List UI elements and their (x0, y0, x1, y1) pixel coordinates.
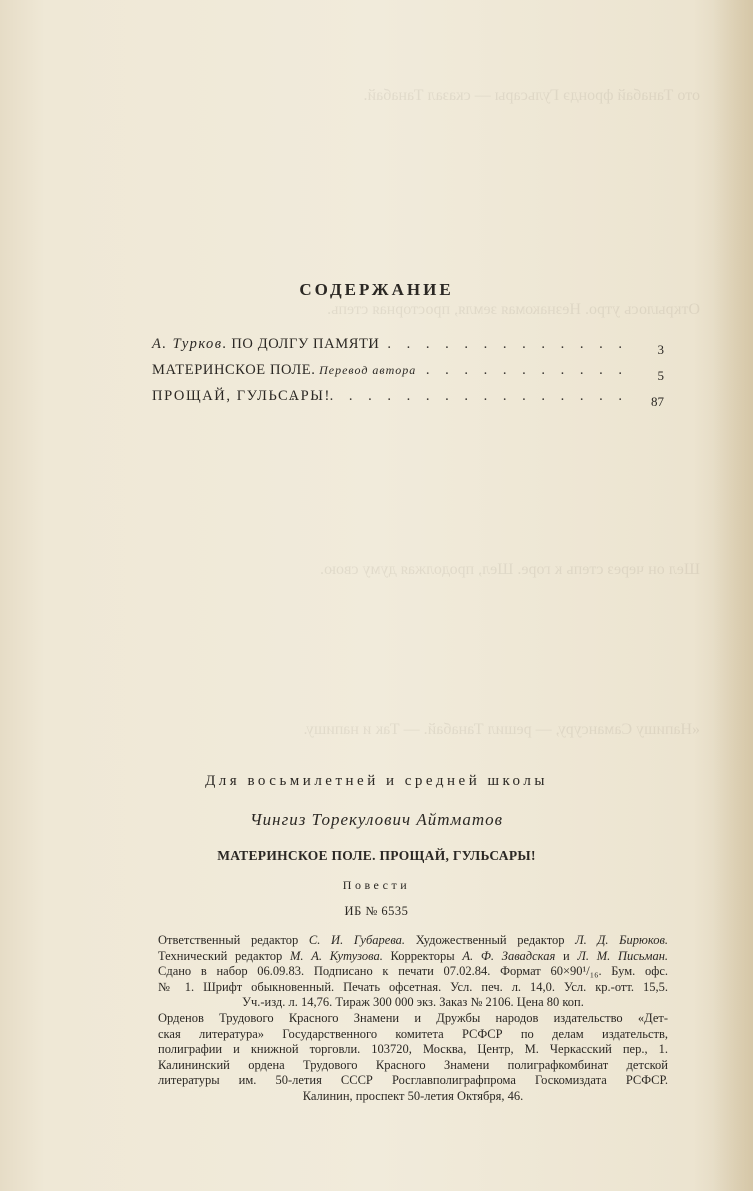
toc-title: ПРОЩАЙ, ГУЛЬСАРЫ! (152, 388, 331, 404)
toc-note: Перевод автора (319, 363, 417, 377)
audience-line: Для восьмилетней и средней школы (205, 773, 548, 789)
author-name: Чингиз Торекулович Айтматов (249, 810, 504, 829)
imprint-line: полиграфии и книжной торговли. 103720, Москва, Центр, М. Черкасский пер., 1. (158, 1042, 668, 1057)
toc-entry (152, 334, 664, 357)
book-title: МАТЕРИНСКОЕ ПОЛЕ. ПРОЩАЙ, ГУЛЬСАРЫ! (217, 848, 536, 863)
imprint-line: ская литература» Государственного комитета РСФСР по делам издательств, (158, 1026, 668, 1041)
bleed-through-text: Открылось утро. Незнакомая земля, просторная степь. (327, 301, 700, 318)
imprint-line-editors: Ответственный редактор С. И. Губарева. Художественный редактор Л. Д. Бирюков. (158, 933, 669, 947)
art-editor-name: Л. Д. Бирюков. (575, 933, 669, 947)
toc-title: ПО ДОЛГУ ПАМЯТИ (231, 336, 380, 352)
genre-label: Повести (342, 878, 411, 892)
imprint-line: Орденов Трудового Красного Знамени и Дружбы народов издательство «Дет- (158, 1010, 668, 1025)
toc-leader: . . . . . . . . . . . . . . (368, 336, 628, 352)
bleed-through-text: «Напишу Самансуру, — решил Танабай. — Так и напишу. (303, 721, 700, 738)
toc-page-number: 5 (657, 368, 664, 383)
toc-title: МАТЕРИНСКОЕ ПОЛЕ. (152, 362, 316, 378)
toc-author: А. Турков. (152, 336, 228, 352)
tech-editor-name: М. А. Кутузова. (290, 948, 383, 963)
imprint-line: Калининский ордена Трудового Красного Знамени полиграфкомбинат детской (158, 1057, 668, 1072)
contents-heading: СОДЕРЖАНИЕ (299, 280, 454, 299)
editor-name: С. И. Губарева. (308, 933, 406, 947)
toc-leader: . . . . . . . . . . . . . . . . . . (291, 388, 628, 404)
toc-entry (152, 386, 664, 409)
proofreader-name: Л. М. Письман. (577, 948, 669, 963)
toc-page-number: 3 (657, 342, 664, 357)
imprint-line: литературы им. 50-летия СССР Росглавполиграфпрома Госкомиздата РСФСР. (158, 1073, 668, 1088)
imprint-line: Уч.-изд. л. 14,76. Тираж 300 000 экз. Заказ № 2106. Цена 80 коп. (242, 995, 584, 1010)
toc-page-number: 87 (651, 394, 664, 409)
toc-entry (152, 360, 664, 383)
proofreader-name: А. Ф. Завадская (462, 948, 556, 963)
imprint-line-tech-editor: Технический редактор М. А. Кутузова. Корректоры А. Ф. Завадская и Л. М. Письман. (158, 948, 669, 963)
binding-shadow (713, 0, 753, 1191)
imprint-line: Сдано в набор 06.09.83. Подписано к печати 07.02.84. Формат 60×90¹/₁₆. Бум. офс. (158, 964, 668, 979)
ib-number: ИБ № 6535 (344, 904, 409, 918)
imprint-line: Калинин, проспект 50-летия Октября, 46. (302, 1088, 524, 1103)
toc-leader: . . . . . . . . . . . (425, 362, 628, 378)
bleed-through-text: ото Танабай фрондэ Гульсары — сказал Танабай. (363, 87, 700, 104)
imprint-block (158, 933, 668, 1105)
bleed-through-text: Шел он через степь к горе. Шел, продолжая думу свою. (320, 561, 700, 578)
imprint-line: № 1. Шрифт обыкновенный. Печать офсетная. Усл. печ. л. 14,0. Усл. кр.-отт. 15,5. (158, 979, 668, 994)
